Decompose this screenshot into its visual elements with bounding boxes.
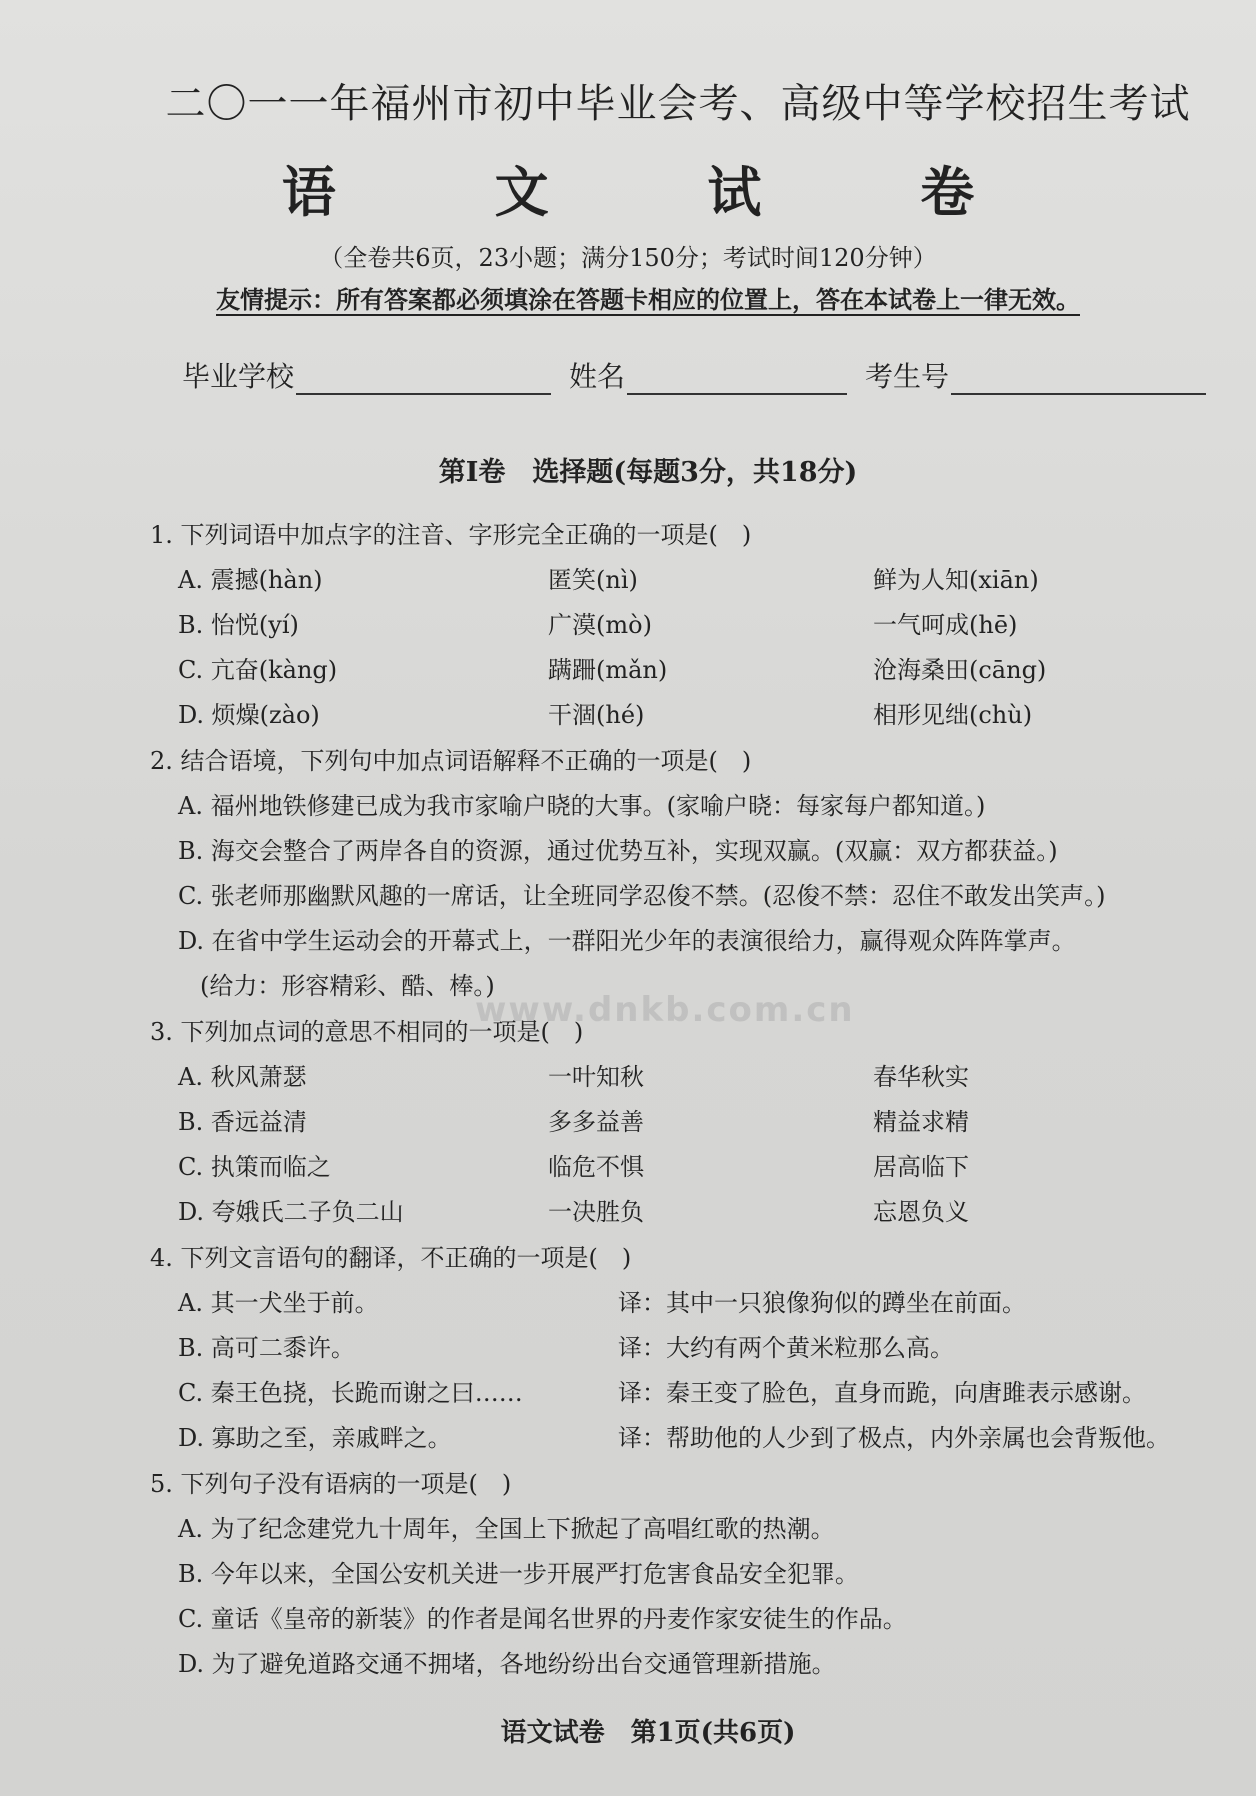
exam-subtitle: （全卷共6页，23小题；满分150分；考试时间120分钟） [319, 244, 937, 272]
option-translation: 译：其中一只狼像狗似的蹲坐在前面。 [618, 1289, 1026, 1317]
exam-name: 二〇一一年福州市初中毕业会考、高级中等学校招生考试 [165, 81, 1191, 127]
option-row [150, 1100, 1230, 1145]
option-item: 一叶知秋 [548, 1063, 644, 1091]
option-translation: 译：大约有两个黄米粒那么高。 [618, 1334, 954, 1362]
option-a: A. 秋风萧瑟 [178, 1063, 307, 1091]
id-field[interactable] [951, 363, 1206, 395]
questions [150, 512, 1230, 1687]
option-b: B. 怡悦(yí) [178, 611, 299, 639]
option-row [150, 1055, 1230, 1100]
option-item: 蹒跚(mǎn) [548, 656, 668, 684]
option-item: 相形见绌(chù) [873, 701, 1033, 729]
question-stem: 2. 结合语境，下列句中加点词语解释不正确的一项是( ) [150, 747, 752, 775]
option-item: 沧海桑田(cāng) [873, 656, 1047, 684]
option-item: 临危不惧 [548, 1153, 644, 1181]
option-d: D. 烦燥(zào) [178, 701, 320, 729]
option-c: C. 亢奋(kàng) [178, 656, 338, 684]
question-stem: 3. 下列加点词的意思不相同的一项是( ) [150, 1018, 584, 1046]
option-item: 精益求精 [873, 1108, 969, 1136]
option-b: B. 高可二黍许。 [178, 1334, 355, 1362]
option-b: B. 今年以来，全国公安机关进一步开展严打危害食品安全犯罪。 [178, 1560, 859, 1588]
option-row [150, 1371, 1230, 1416]
option-a: A. 为了纪念建党九十周年，全国上下掀起了高唱红歌的热潮。 [178, 1515, 835, 1543]
candidate-fields [182, 355, 1232, 395]
option-item: 一决胜负 [548, 1198, 644, 1226]
name-field[interactable] [627, 363, 847, 395]
name-label: 姓名 [569, 360, 626, 393]
option-b: B. 海交会整合了两岸各自的资源，通过优势互补，实现双赢。(双赢：双方都获益。) [178, 837, 1058, 865]
option-item: 一气呵成(hē) [873, 611, 1018, 639]
option-row [150, 1326, 1230, 1371]
exam-tip: 友情提示：所有答案都必须填涂在答题卡相应的位置上，答在本试卷上一律无效。 [216, 285, 1080, 314]
option-d: D. 寡助之至，亲戚畔之。 [178, 1424, 452, 1452]
option-item: 干涸(hé) [548, 701, 645, 729]
option-d: D. 在省中学生运动会的开幕式上，一群阳光少年的表演很给力，赢得观众阵阵掌声。 [178, 927, 1076, 955]
question-stem: 4. 下列文言语句的翻译，不正确的一项是( ) [150, 1244, 632, 1272]
question-stem: 5. 下列句子没有语病的一项是( ) [150, 1470, 512, 1498]
option-item: 鲜为人知(xiān) [873, 566, 1039, 594]
option-a: A. 福州地铁修建已成为我市家喻户晓的大事。(家喻户晓：每家每户都知道。) [178, 792, 986, 820]
option-row [150, 1145, 1230, 1190]
option-row [150, 1190, 1230, 1235]
option-item: 广漠(mò) [548, 611, 652, 639]
section-title: 第Ⅰ卷 选择题(每题3分，共18分) [438, 457, 858, 488]
option-row [150, 1281, 1230, 1326]
option-c: C. 童话《皇帝的新装》的作者是闻名世界的丹麦作家安徒生的作品。 [178, 1605, 907, 1633]
school-field[interactable] [296, 363, 551, 395]
option-c: C. 执策而临之 [178, 1153, 331, 1181]
option-row [150, 558, 1230, 603]
watermark: www.dnkb.com.cn [475, 990, 855, 1030]
id-label: 考生号 [865, 360, 950, 393]
option-row [150, 648, 1230, 693]
option-item: 匿笑(nì) [548, 566, 638, 594]
option-d-continuation: (给力：形容精彩、酷、棒。) [200, 972, 495, 1000]
option-item: 居高临下 [873, 1153, 969, 1181]
option-translation: 译：帮助他的人少到了极点，内外亲属也会背叛他。 [618, 1424, 1170, 1452]
option-item: 多多益善 [548, 1108, 644, 1136]
option-row [150, 603, 1230, 648]
option-item: 忘恩负义 [873, 1198, 969, 1226]
page-title: 语 文 试 卷 [281, 160, 1045, 224]
option-a: A. 震撼(hàn) [178, 566, 323, 594]
option-d: D. 为了避免道路交通不拥堵，各地纷纷出台交通管理新措施。 [178, 1650, 836, 1678]
option-item: 春华秋实 [873, 1063, 969, 1091]
option-row [150, 1416, 1230, 1461]
option-translation: 译：秦王变了脸色，直身而跪，向唐雎表示感谢。 [618, 1379, 1146, 1407]
option-b: B. 香远益清 [178, 1108, 307, 1136]
option-c: C. 秦王色挠，长跪而谢之曰…… [178, 1379, 523, 1407]
school-label: 毕业学校 [182, 360, 295, 393]
option-a: A. 其一犬坐于前。 [178, 1289, 379, 1317]
question-stem: 1. 下列词语中加点字的注音、字形完全正确的一项是( ) [150, 521, 752, 549]
option-d: D. 夸娥氏二子负二山 [178, 1198, 404, 1226]
page-footer: 语文试卷 第1页(共6页) [500, 1718, 796, 1748]
option-row [150, 693, 1230, 738]
option-c: C. 张老师那幽默风趣的一席话，让全班同学忍俊不禁。(忍俊不禁：忍住不敢发出笑声。) [178, 882, 1106, 910]
